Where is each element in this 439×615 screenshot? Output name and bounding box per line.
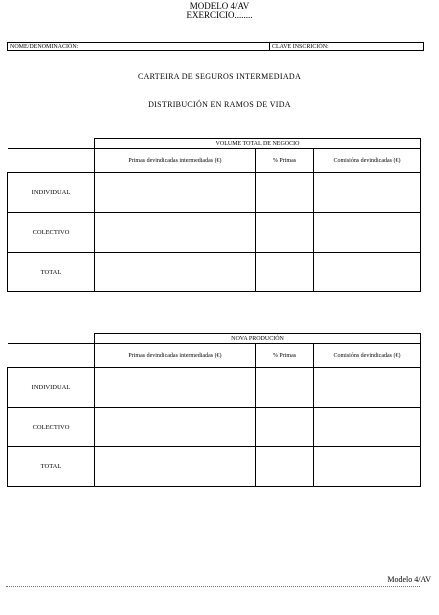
input-cell[interactable]: [314, 408, 421, 447]
input-cell[interactable]: [95, 368, 256, 408]
name-field: [8, 43, 270, 50]
page-subtitle: DISTRIBUCIÓN EN RAMOS DE VIDA: [148, 100, 291, 109]
column-header: Comisións devindicadas (€): [314, 344, 421, 368]
row-label: TOTAL: [8, 447, 95, 487]
row-label: COLECTIVO: [8, 408, 95, 447]
footer-model-label: Modelo 4/AV: [387, 575, 431, 584]
corner-cell: [8, 139, 95, 149]
total-business-volume-table: [7, 138, 421, 292]
corner-cell: [8, 334, 95, 344]
form-model-code: MODELO 4/AV: [189, 1, 250, 11]
table-row: [8, 213, 421, 253]
table-group-header: VOLUME TOTAL DE NEGOCIO: [95, 139, 421, 149]
table-row: [8, 368, 421, 408]
new-production-table: [7, 333, 421, 487]
fiscal-year-field: EXERCICIO........: [186, 10, 253, 20]
input-cell[interactable]: [314, 173, 421, 213]
name-field-label: NOME/DENOMINACIÓN:: [10, 44, 79, 50]
row-label: TOTAL: [8, 253, 95, 292]
row-label: COLECTIVO: [8, 213, 95, 253]
row-label: INDIVIDUAL: [8, 368, 95, 408]
corner-cell: [8, 344, 95, 368]
column-header: % Primas: [256, 149, 314, 173]
registration-key-label: CLAVE INSCRICIÓN:: [272, 44, 329, 50]
table-row: [8, 408, 421, 447]
table-row: [8, 173, 421, 213]
input-cell[interactable]: [314, 447, 421, 487]
input-cell[interactable]: [314, 368, 421, 408]
input-cell[interactable]: [256, 173, 314, 213]
input-cell[interactable]: [95, 408, 256, 447]
input-cell[interactable]: [95, 213, 256, 253]
table-row: [8, 253, 421, 292]
input-cell[interactable]: [256, 408, 314, 447]
table-group-header: NOVA PRODUCIÓN: [95, 334, 421, 344]
input-cell[interactable]: [95, 253, 256, 292]
input-cell[interactable]: [95, 173, 256, 213]
row-label: INDIVIDUAL: [8, 173, 95, 213]
footer-divider: [6, 586, 420, 587]
input-cell[interactable]: [256, 253, 314, 292]
corner-cell: [8, 149, 95, 173]
input-cell[interactable]: [314, 253, 421, 292]
column-header: Primas devindicadas intermediadas (€): [95, 344, 256, 368]
page-title: CARTEIRA DE SEGUROS INTERMEDIADA: [137, 72, 302, 81]
table-row: [8, 447, 421, 487]
column-header: Comisións devindicadas (€): [314, 149, 421, 173]
input-cell[interactable]: [314, 213, 421, 253]
column-header: Primas devindicadas intermediadas (€): [95, 149, 256, 173]
column-header: % Primas: [256, 344, 314, 368]
input-cell[interactable]: [256, 447, 314, 487]
input-cell[interactable]: [256, 213, 314, 253]
registration-key-field: [270, 43, 423, 50]
input-cell[interactable]: [256, 368, 314, 408]
identification-bar: [7, 42, 424, 51]
input-cell[interactable]: [95, 447, 256, 487]
